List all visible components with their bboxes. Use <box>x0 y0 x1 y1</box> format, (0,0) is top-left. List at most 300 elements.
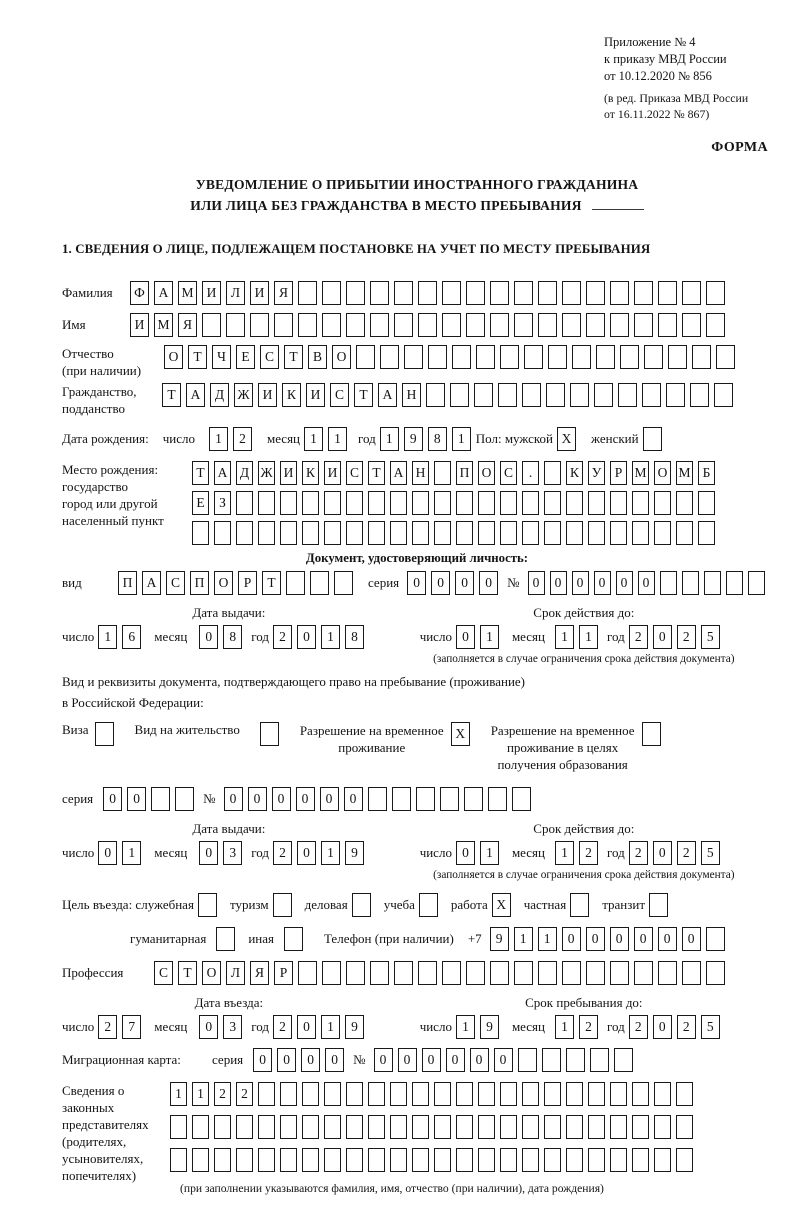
char-cell[interactable] <box>500 1148 517 1172</box>
char-cell[interactable]: 0 <box>277 1048 296 1072</box>
char-cell[interactable] <box>632 491 649 515</box>
char-cell[interactable]: 5 <box>701 625 720 649</box>
char-cell[interactable]: 0 <box>296 787 315 811</box>
entry-month-cells[interactable] <box>199 1015 247 1039</box>
char-cell[interactable]: 1 <box>321 625 340 649</box>
char-cell[interactable]: X <box>451 722 470 746</box>
char-cell[interactable] <box>214 1148 231 1172</box>
char-cell[interactable]: 0 <box>610 927 629 951</box>
char-cell[interactable] <box>618 383 637 407</box>
stay-day-cells[interactable] <box>456 1015 504 1039</box>
char-cell[interactable] <box>514 281 533 305</box>
char-cell[interactable] <box>498 383 517 407</box>
surname-cells[interactable] <box>130 281 730 305</box>
char-cell[interactable]: 2 <box>273 625 292 649</box>
char-cell[interactable]: Р <box>274 961 293 985</box>
char-cell[interactable] <box>192 521 209 545</box>
char-cell[interactable]: 1 <box>480 625 499 649</box>
char-cell[interactable] <box>466 961 485 985</box>
char-cell[interactable] <box>440 787 459 811</box>
char-cell[interactable]: 0 <box>446 1048 465 1072</box>
char-cell[interactable] <box>464 787 483 811</box>
char-cell[interactable]: 0 <box>528 571 545 595</box>
char-cell[interactable]: 0 <box>297 625 316 649</box>
char-cell[interactable]: 0 <box>199 841 218 865</box>
char-cell[interactable]: А <box>214 461 231 485</box>
char-cell[interactable] <box>570 383 589 407</box>
char-cell[interactable] <box>334 571 353 595</box>
char-cell[interactable] <box>634 281 653 305</box>
char-cell[interactable]: Н <box>402 383 421 407</box>
char-cell[interactable]: М <box>178 281 197 305</box>
char-cell[interactable] <box>562 281 581 305</box>
char-cell[interactable] <box>676 1148 693 1172</box>
char-cell[interactable] <box>214 1115 231 1139</box>
purpose-work-checkbox[interactable] <box>492 893 516 917</box>
residence-issue-month-cells[interactable] <box>199 841 247 865</box>
char-cell[interactable]: 2 <box>98 1015 117 1039</box>
char-cell[interactable]: О <box>164 345 183 369</box>
char-cell[interactable] <box>690 383 709 407</box>
char-cell[interactable]: 0 <box>634 927 653 951</box>
purpose-tourism-checkbox[interactable] <box>273 893 297 917</box>
char-cell[interactable] <box>478 1082 495 1106</box>
char-cell[interactable] <box>562 313 581 337</box>
char-cell[interactable]: 0 <box>479 571 498 595</box>
char-cell[interactable] <box>588 491 605 515</box>
char-cell[interactable]: У <box>588 461 605 485</box>
char-cell[interactable]: 0 <box>398 1048 417 1072</box>
char-cell[interactable] <box>352 893 371 917</box>
char-cell[interactable] <box>456 1082 473 1106</box>
char-cell[interactable]: 1 <box>209 427 228 451</box>
char-cell[interactable] <box>706 281 725 305</box>
char-cell[interactable] <box>588 521 605 545</box>
char-cell[interactable] <box>566 491 583 515</box>
char-cell[interactable]: 2 <box>629 625 648 649</box>
char-cell[interactable] <box>302 1115 319 1139</box>
char-cell[interactable]: 0 <box>594 571 611 595</box>
char-cell[interactable] <box>588 1082 605 1106</box>
char-cell[interactable] <box>666 383 685 407</box>
char-cell[interactable]: 0 <box>422 1048 441 1072</box>
char-cell[interactable]: И <box>130 313 149 337</box>
char-cell[interactable] <box>346 313 365 337</box>
char-cell[interactable] <box>538 961 557 985</box>
char-cell[interactable]: 2 <box>579 841 598 865</box>
char-cell[interactable] <box>368 1115 385 1139</box>
char-cell[interactable]: Я <box>178 313 197 337</box>
char-cell[interactable] <box>202 313 221 337</box>
char-cell[interactable]: К <box>282 383 301 407</box>
char-cell[interactable] <box>412 1115 429 1139</box>
char-cell[interactable]: 0 <box>470 1048 489 1072</box>
migration-series-cells[interactable] <box>253 1048 349 1072</box>
char-cell[interactable]: 2 <box>677 1015 696 1039</box>
char-cell[interactable]: 8 <box>223 625 242 649</box>
char-cell[interactable] <box>610 491 627 515</box>
char-cell[interactable] <box>522 1082 539 1106</box>
char-cell[interactable] <box>544 461 561 485</box>
char-cell[interactable]: К <box>566 461 583 485</box>
char-cell[interactable]: И <box>250 281 269 305</box>
char-cell[interactable]: О <box>214 571 233 595</box>
char-cell[interactable] <box>370 313 389 337</box>
char-cell[interactable]: 8 <box>345 625 364 649</box>
char-cell[interactable] <box>302 1148 319 1172</box>
char-cell[interactable] <box>236 1148 253 1172</box>
char-cell[interactable]: 2 <box>273 1015 292 1039</box>
char-cell[interactable]: 0 <box>374 1048 393 1072</box>
char-cell[interactable] <box>614 1048 633 1072</box>
profession-cells[interactable] <box>154 961 730 985</box>
char-cell[interactable] <box>368 491 385 515</box>
char-cell[interactable] <box>356 345 375 369</box>
char-cell[interactable] <box>370 961 389 985</box>
char-cell[interactable]: 0 <box>301 1048 320 1072</box>
doc-validity-month-cells[interactable] <box>555 625 603 649</box>
char-cell[interactable] <box>346 521 363 545</box>
char-cell[interactable] <box>250 313 269 337</box>
purpose-humanitarian-checkbox[interactable] <box>216 927 240 951</box>
char-cell[interactable] <box>442 961 461 985</box>
char-cell[interactable] <box>390 521 407 545</box>
char-cell[interactable] <box>286 571 305 595</box>
char-cell[interactable]: Ч <box>212 345 231 369</box>
char-cell[interactable] <box>610 313 629 337</box>
char-cell[interactable] <box>490 313 509 337</box>
char-cell[interactable] <box>748 571 765 595</box>
char-cell[interactable] <box>346 491 363 515</box>
char-cell[interactable] <box>394 961 413 985</box>
char-cell[interactable]: 8 <box>428 427 447 451</box>
char-cell[interactable]: 1 <box>555 1015 574 1039</box>
char-cell[interactable]: 0 <box>586 927 605 951</box>
char-cell[interactable]: М <box>676 461 693 485</box>
char-cell[interactable]: 1 <box>304 427 323 451</box>
char-cell[interactable] <box>610 1115 627 1139</box>
char-cell[interactable]: 0 <box>320 787 339 811</box>
char-cell[interactable]: О <box>332 345 351 369</box>
char-cell[interactable] <box>522 383 541 407</box>
char-cell[interactable] <box>544 491 561 515</box>
citizenship-cells[interactable] <box>162 383 738 407</box>
char-cell[interactable]: П <box>190 571 209 595</box>
char-cell[interactable] <box>649 893 668 917</box>
char-cell[interactable]: 0 <box>550 571 567 595</box>
char-cell[interactable]: 2 <box>236 1082 253 1106</box>
char-cell[interactable]: Б <box>698 461 715 485</box>
char-cell[interactable] <box>566 1148 583 1172</box>
char-cell[interactable] <box>466 281 485 305</box>
char-cell[interactable] <box>258 1148 275 1172</box>
char-cell[interactable]: 5 <box>701 841 720 865</box>
char-cell[interactable] <box>726 571 743 595</box>
char-cell[interactable]: 1 <box>480 841 499 865</box>
char-cell[interactable] <box>676 1082 693 1106</box>
char-cell[interactable] <box>346 961 365 985</box>
char-cell[interactable] <box>572 345 591 369</box>
purpose-business-checkbox[interactable] <box>352 893 376 917</box>
char-cell[interactable] <box>522 521 539 545</box>
char-cell[interactable] <box>394 313 413 337</box>
char-cell[interactable] <box>466 313 485 337</box>
char-cell[interactable] <box>522 1115 539 1139</box>
char-cell[interactable] <box>588 1148 605 1172</box>
char-cell[interactable] <box>434 461 451 485</box>
char-cell[interactable] <box>512 787 531 811</box>
char-cell[interactable] <box>322 961 341 985</box>
char-cell[interactable] <box>302 521 319 545</box>
char-cell[interactable] <box>198 893 217 917</box>
char-cell[interactable] <box>698 521 715 545</box>
char-cell[interactable] <box>236 491 253 515</box>
char-cell[interactable] <box>676 521 693 545</box>
char-cell[interactable]: Е <box>236 345 255 369</box>
char-cell[interactable]: 3 <box>223 1015 242 1039</box>
char-cell[interactable] <box>434 1148 451 1172</box>
char-cell[interactable] <box>692 345 711 369</box>
char-cell[interactable]: 0 <box>658 927 677 951</box>
char-cell[interactable]: 0 <box>407 571 426 595</box>
char-cell[interactable] <box>394 281 413 305</box>
char-cell[interactable] <box>544 1082 561 1106</box>
residence-issue-day-cells[interactable] <box>98 841 146 865</box>
char-cell[interactable]: 2 <box>214 1082 231 1106</box>
char-cell[interactable] <box>442 313 461 337</box>
char-cell[interactable]: А <box>154 281 173 305</box>
char-cell[interactable] <box>322 281 341 305</box>
char-cell[interactable]: 1 <box>579 625 598 649</box>
birth-month-cells[interactable] <box>304 427 352 451</box>
char-cell[interactable] <box>226 313 245 337</box>
char-cell[interactable]: Т <box>368 461 385 485</box>
char-cell[interactable]: В <box>308 345 327 369</box>
char-cell[interactable] <box>456 1115 473 1139</box>
char-cell[interactable]: 1 <box>321 841 340 865</box>
char-cell[interactable]: 0 <box>297 841 316 865</box>
char-cell[interactable] <box>654 1115 671 1139</box>
char-cell[interactable] <box>324 1082 341 1106</box>
char-cell[interactable] <box>418 961 437 985</box>
entry-year-cells[interactable] <box>273 1015 369 1039</box>
char-cell[interactable] <box>660 571 677 595</box>
char-cell[interactable] <box>258 491 275 515</box>
char-cell[interactable]: Т <box>162 383 181 407</box>
char-cell[interactable] <box>324 1115 341 1139</box>
char-cell[interactable] <box>418 313 437 337</box>
char-cell[interactable] <box>434 1115 451 1139</box>
char-cell[interactable] <box>500 1115 517 1139</box>
char-cell[interactable] <box>658 961 677 985</box>
char-cell[interactable] <box>380 345 399 369</box>
char-cell[interactable]: Т <box>262 571 281 595</box>
char-cell[interactable]: Ж <box>234 383 253 407</box>
char-cell[interactable] <box>310 571 329 595</box>
char-cell[interactable] <box>632 1115 649 1139</box>
char-cell[interactable]: 3 <box>223 841 242 865</box>
char-cell[interactable]: 0 <box>616 571 633 595</box>
char-cell[interactable] <box>518 1048 537 1072</box>
char-cell[interactable]: Т <box>192 461 209 485</box>
char-cell[interactable]: Р <box>238 571 257 595</box>
char-cell[interactable] <box>588 1115 605 1139</box>
char-cell[interactable]: О <box>478 461 495 485</box>
char-cell[interactable] <box>596 345 615 369</box>
char-cell[interactable] <box>642 722 661 746</box>
char-cell[interactable] <box>538 313 557 337</box>
residence-number-cells[interactable] <box>224 787 536 811</box>
char-cell[interactable]: 2 <box>273 841 292 865</box>
char-cell[interactable] <box>419 893 438 917</box>
char-cell[interactable] <box>258 1115 275 1139</box>
char-cell[interactable] <box>322 313 341 337</box>
residence-permit-checkbox[interactable] <box>260 722 284 746</box>
char-cell[interactable]: И <box>258 383 277 407</box>
birth-day-cells[interactable] <box>209 427 257 451</box>
char-cell[interactable]: 1 <box>192 1082 209 1106</box>
sex-male-checkbox[interactable] <box>557 427 581 451</box>
char-cell[interactable] <box>658 313 677 337</box>
char-cell[interactable] <box>192 1148 209 1172</box>
char-cell[interactable]: 2 <box>579 1015 598 1039</box>
char-cell[interactable]: З <box>214 491 231 515</box>
char-cell[interactable]: 1 <box>456 1015 475 1039</box>
char-cell[interactable] <box>390 1115 407 1139</box>
char-cell[interactable] <box>151 787 170 811</box>
char-cell[interactable]: 0 <box>494 1048 513 1072</box>
char-cell[interactable] <box>566 1115 583 1139</box>
char-cell[interactable] <box>258 521 275 545</box>
doc-issue-year-cells[interactable] <box>273 625 369 649</box>
doc-validity-year-cells[interactable] <box>629 625 725 649</box>
char-cell[interactable]: Т <box>284 345 303 369</box>
char-cell[interactable]: 0 <box>455 571 474 595</box>
char-cell[interactable] <box>474 383 493 407</box>
doc-validity-day-cells[interactable] <box>456 625 504 649</box>
char-cell[interactable] <box>676 1115 693 1139</box>
char-cell[interactable] <box>324 521 341 545</box>
char-cell[interactable] <box>586 313 605 337</box>
char-cell[interactable] <box>538 281 557 305</box>
char-cell[interactable] <box>714 383 733 407</box>
char-cell[interactable]: 0 <box>103 787 122 811</box>
residence-validity-month-cells[interactable] <box>555 841 603 865</box>
char-cell[interactable] <box>632 1082 649 1106</box>
char-cell[interactable]: С <box>260 345 279 369</box>
char-cell[interactable] <box>175 787 194 811</box>
char-cell[interactable] <box>620 345 639 369</box>
char-cell[interactable]: 0 <box>653 841 672 865</box>
char-cell[interactable]: Д <box>210 383 229 407</box>
char-cell[interactable]: 0 <box>653 625 672 649</box>
char-cell[interactable] <box>192 1115 209 1139</box>
char-cell[interactable] <box>634 313 653 337</box>
char-cell[interactable]: О <box>202 961 221 985</box>
char-cell[interactable]: 0 <box>272 787 291 811</box>
char-cell[interactable] <box>544 1115 561 1139</box>
char-cell[interactable]: И <box>202 281 221 305</box>
char-cell[interactable] <box>280 1115 297 1139</box>
char-cell[interactable] <box>298 313 317 337</box>
char-cell[interactable] <box>706 961 725 985</box>
char-cell[interactable]: А <box>390 461 407 485</box>
char-cell[interactable] <box>216 927 235 951</box>
char-cell[interactable]: 2 <box>233 427 252 451</box>
char-cell[interactable] <box>562 961 581 985</box>
legal-reps-cells-row3[interactable] <box>170 1148 698 1172</box>
char-cell[interactable] <box>542 1048 561 1072</box>
char-cell[interactable] <box>488 787 507 811</box>
char-cell[interactable]: О <box>654 461 671 485</box>
char-cell[interactable] <box>346 281 365 305</box>
doc-issue-month-cells[interactable] <box>199 625 247 649</box>
char-cell[interactable] <box>298 281 317 305</box>
char-cell[interactable] <box>654 491 671 515</box>
stay-month-cells[interactable] <box>555 1015 603 1039</box>
char-cell[interactable]: Д <box>236 461 253 485</box>
char-cell[interactable] <box>412 1148 429 1172</box>
char-cell[interactable] <box>610 961 629 985</box>
char-cell[interactable] <box>704 571 721 595</box>
birthplace-cells-row1[interactable] <box>192 461 720 485</box>
char-cell[interactable] <box>434 521 451 545</box>
char-cell[interactable]: К <box>302 461 319 485</box>
char-cell[interactable]: 1 <box>555 841 574 865</box>
char-cell[interactable]: М <box>154 313 173 337</box>
char-cell[interactable] <box>478 521 495 545</box>
char-cell[interactable] <box>416 787 435 811</box>
char-cell[interactable] <box>390 491 407 515</box>
residence-validity-day-cells[interactable] <box>456 841 504 865</box>
char-cell[interactable] <box>280 491 297 515</box>
char-cell[interactable]: А <box>378 383 397 407</box>
char-cell[interactable] <box>682 313 701 337</box>
char-cell[interactable] <box>546 383 565 407</box>
char-cell[interactable] <box>280 1148 297 1172</box>
char-cell[interactable] <box>524 345 543 369</box>
char-cell[interactable] <box>548 345 567 369</box>
char-cell[interactable]: X <box>557 427 576 451</box>
char-cell[interactable] <box>544 1148 561 1172</box>
sex-female-checkbox[interactable] <box>643 427 667 451</box>
char-cell[interactable]: X <box>492 893 511 917</box>
char-cell[interactable] <box>500 491 517 515</box>
residence-validity-year-cells[interactable] <box>629 841 725 865</box>
char-cell[interactable] <box>658 281 677 305</box>
char-cell[interactable] <box>412 521 429 545</box>
char-cell[interactable] <box>452 345 471 369</box>
char-cell[interactable]: С <box>500 461 517 485</box>
char-cell[interactable]: 1 <box>321 1015 340 1039</box>
residence-series-cells[interactable] <box>103 787 199 811</box>
char-cell[interactable]: С <box>330 383 349 407</box>
purpose-official-checkbox[interactable] <box>198 893 222 917</box>
char-cell[interactable] <box>566 1048 585 1072</box>
char-cell[interactable] <box>544 521 561 545</box>
legal-reps-cells-row2[interactable] <box>170 1115 698 1139</box>
char-cell[interactable] <box>434 1082 451 1106</box>
char-cell[interactable] <box>644 345 663 369</box>
doc-series-cells[interactable] <box>407 571 503 595</box>
char-cell[interactable] <box>456 491 473 515</box>
char-cell[interactable]: И <box>324 461 341 485</box>
purpose-transit-checkbox[interactable] <box>649 893 673 917</box>
char-cell[interactable] <box>716 345 735 369</box>
char-cell[interactable] <box>490 961 509 985</box>
purpose-private-checkbox[interactable] <box>570 893 594 917</box>
char-cell[interactable] <box>590 1048 609 1072</box>
